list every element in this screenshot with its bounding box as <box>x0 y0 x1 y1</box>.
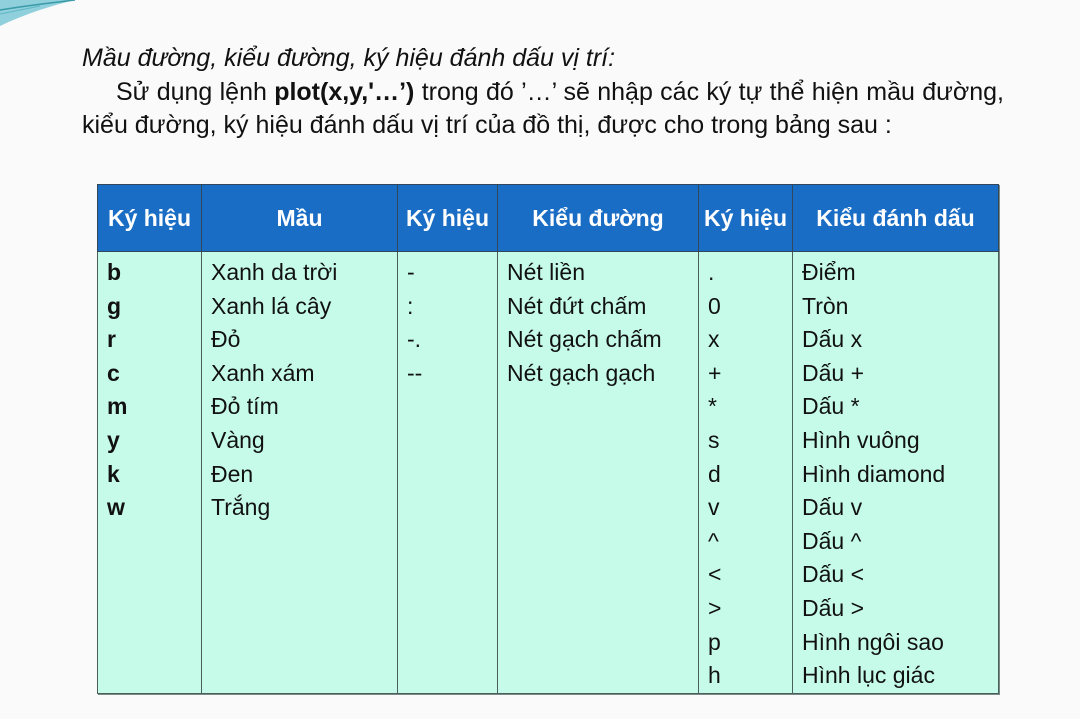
marker-style-name: Điểm <box>802 259 856 285</box>
line-symbol: - <box>407 259 415 285</box>
intro-paragraph <box>82 76 1004 143</box>
color-symbol: c <box>107 359 120 386</box>
marker-style-name: Dấu ^ <box>802 527 862 554</box>
header-marker-style: Kiểu đánh dấu <box>793 185 999 252</box>
line-symbols-cell <box>398 252 498 694</box>
line-symbol: -- <box>407 359 423 386</box>
plot-command: plot(x,y,'…’) <box>274 77 415 106</box>
marker-symbol: > <box>708 594 722 621</box>
marker-style-name: Dấu * <box>802 393 860 420</box>
marker-symbol: p <box>708 628 721 655</box>
color-symbol: y <box>107 426 120 453</box>
color-symbol: g <box>107 292 122 319</box>
header-color: Mầu <box>202 185 398 252</box>
marker-symbol: 0 <box>708 292 721 319</box>
color-name: Vàng <box>211 426 265 453</box>
marker-style-name: Hình vuông <box>802 426 920 453</box>
marker-symbol: + <box>708 359 722 386</box>
table-header-row <box>98 185 999 252</box>
marker-styles-cell <box>793 252 999 694</box>
color-name: Xanh lá cây <box>211 292 332 319</box>
marker-style-name: Dấu v <box>802 494 863 521</box>
marker-symbol: v <box>708 494 720 521</box>
color-symbol: m <box>107 393 128 420</box>
marker-symbol: ^ <box>708 527 719 554</box>
marker-symbol: * <box>708 393 717 420</box>
header-marker-symbol: Ký hiệu <box>699 185 793 252</box>
color-symbol: r <box>107 326 116 353</box>
color-name: Xanh da trời <box>211 259 338 285</box>
line-symbol: -. <box>407 326 422 353</box>
color-symbols-cell <box>98 252 202 694</box>
marker-symbol: x <box>708 326 720 353</box>
line-style-name: Nét gạch gạch <box>507 359 656 386</box>
header-color-symbol: Ký hiệu <box>98 185 202 252</box>
line-style-name: Nét liền <box>507 259 585 285</box>
intro-after: trong đó ’…’ sẽ nhập các ký tự thể hiện mầu đường, kiểu đường, ký hiệu đánh dấu vị trí của đồ thị, được cho trong bảng sau : <box>82 77 1004 139</box>
table-body-row <box>98 252 999 694</box>
line-style-name: Nét đứt chấm <box>507 292 647 319</box>
marker-style-name: Hình lục giác <box>802 662 935 689</box>
marker-style-name: Dấu > <box>802 594 865 621</box>
color-name: Trắng <box>211 494 271 521</box>
color-names-cell <box>202 252 398 694</box>
marker-style-name: Dấu < <box>802 561 865 588</box>
marker-style-name: Tròn <box>802 292 849 319</box>
section-heading: Mầu đường, kiểu đường, ký hiệu đánh dấu vị trí: <box>82 44 616 72</box>
color-symbol: b <box>107 259 122 285</box>
color-name: Đen <box>211 460 254 487</box>
color-symbol: w <box>107 494 125 521</box>
marker-symbol: < <box>708 561 722 588</box>
marker-style-name: Dấu + <box>802 359 865 386</box>
slide-text <box>82 42 1004 143</box>
color-name: Xanh xám <box>211 359 315 386</box>
line-styles-cell <box>498 252 699 694</box>
decorative-swoosh <box>0 0 260 40</box>
marker-style-name: Dấu x <box>802 326 863 353</box>
line-symbol: : <box>407 292 414 319</box>
color-name: Đỏ <box>211 326 241 353</box>
marker-style-name: Hình ngôi sao <box>802 628 944 655</box>
line-style-name: Nét gạch chấm <box>507 326 662 353</box>
marker-symbol: d <box>708 460 721 487</box>
marker-symbol: h <box>708 662 721 689</box>
marker-style-name: Hình diamond <box>802 460 946 487</box>
marker-symbol: s <box>708 426 720 453</box>
plot-options-table <box>97 184 999 694</box>
header-line-style: Kiểu đường <box>498 185 699 252</box>
marker-symbols-cell <box>699 252 793 694</box>
intro-before: Sử dụng lệnh <box>116 77 275 106</box>
marker-symbol: . <box>708 259 715 285</box>
color-name: Đỏ tím <box>211 393 279 420</box>
color-symbol: k <box>107 460 120 487</box>
header-line-symbol: Ký hiệu <box>398 185 498 252</box>
